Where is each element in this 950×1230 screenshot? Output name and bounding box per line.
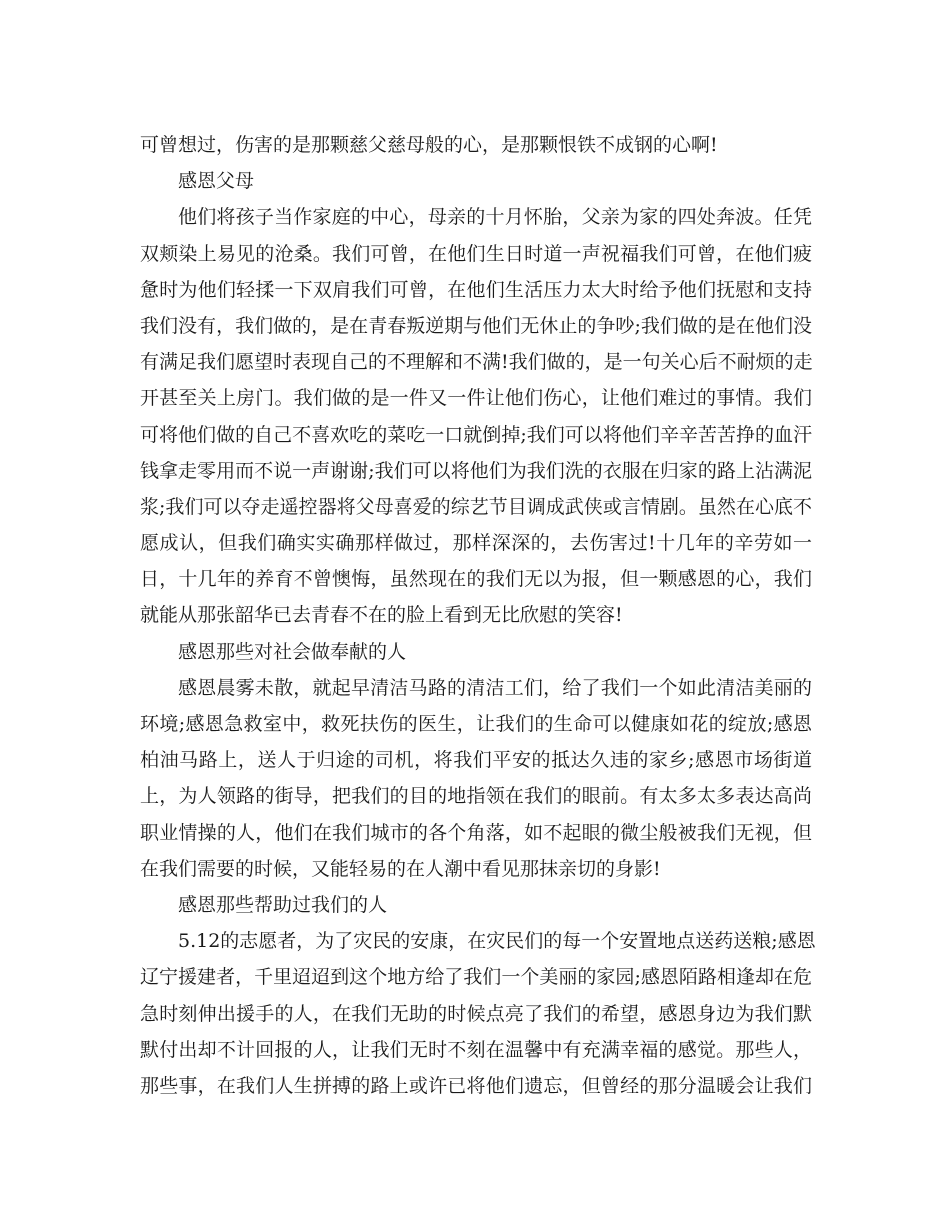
text-line: 5.12的志愿者，为了灾民的安康，在灾民们的每一个安置地点送药送粮;感恩 bbox=[178, 930, 816, 953]
section-heading: 感恩父母 bbox=[178, 170, 255, 193]
text-line: 愿成认，但我们确实实确那样做过，那样深深的，去伤害过!十几年的辛劳如一 bbox=[140, 532, 812, 555]
text-line: 惫时为他们轻揉一下双肩我们可曾，在他们生活压力太大时给予他们抚慰和支持 bbox=[140, 278, 812, 301]
text-line: 辽宁援建者，千里迢迢到这个地方给了我们一个美丽的家园;感恩陌路相逢却在危 bbox=[140, 966, 812, 989]
text-line: 日，十几年的养育不曾懊悔，虽然现在的我们无以为报，但一颗感恩的心，我们 bbox=[140, 568, 812, 591]
text-line: 默付出却不计回报的人，让我们无时不刻在温馨中有充满幸福的感觉。那些人， bbox=[140, 1038, 812, 1061]
text-line: 感恩晨雾未散，就起早清洁马路的清洁工们，给了我们一个如此清洁美丽的 bbox=[178, 676, 812, 699]
text-line: 我们没有，我们做的，是在青春叛逆期与他们无休止的争吵;我们做的是在他们没 bbox=[140, 314, 812, 337]
text-line: 上，为人领路的街导，把我们的目的地指领在我们的眼前。有太多太多表达高尚 bbox=[140, 785, 812, 808]
text-line: 环境;感恩急救室中，救死扶伤的医生，让我们的生命可以健康如花的绽放;感恩 bbox=[140, 713, 812, 735]
text-line: 急时刻伸出援手的人，在我们无助的时候点亮了我们的希望，感恩身边为我们默 bbox=[140, 1002, 812, 1025]
text-line: 职业情操的人，他们在我们城市的各个角落，如不起眼的微尘般被我们无视，但 bbox=[140, 821, 812, 844]
text-line: 可曾想过，伤害的是那颗慈父慈母般的心，是那颗恨铁不成钢的心啊! bbox=[140, 134, 718, 156]
text-line: 他们将孩子当作家庭的中心，母亲的十月怀胎，父亲为家的四处奔波。任凭 bbox=[178, 206, 812, 229]
text-line: 就能从那张韶华已去青春不在的脸上看到无比欣慰的笑容! bbox=[140, 604, 623, 627]
text-line: 有满足我们愿望时表现自己的不理解和不满!我们做的，是一句关心后不耐烦的走 bbox=[140, 351, 813, 374]
section-heading: 感恩那些对社会做奉献的人 bbox=[178, 640, 407, 663]
text-line: 那些事，在我们人生拼搏的路上或许已将他们遗忘，但曾经的那分温暖会让我们 bbox=[140, 1074, 812, 1097]
text-line: 柏油马路上，送人于归途的司机，将我们平安的抵达久违的家乡;感恩市场街道 bbox=[140, 749, 812, 772]
text-line: 在我们需要的时候，又能轻易的在人潮中看见那抹亲切的身影! bbox=[140, 857, 661, 880]
text-line: 开甚至关上房门。我们做的是一件又一件让他们伤心，让他们难过的事情。我们 bbox=[140, 387, 812, 410]
section-heading: 感恩那些帮助过我们的人 bbox=[178, 893, 388, 916]
text-line: 双颊染上易见的沧桑。我们可曾，在他们生日时道一声祝福我们可曾，在他们疲 bbox=[140, 242, 812, 265]
text-line: 可将他们做的自己不喜欢吃的菜吃一口就倒掉;我们可以将他们辛辛苦苦挣的血汗 bbox=[140, 423, 812, 446]
document-body bbox=[140, 127, 816, 1104]
text-line: 钱拿走零用而不说一声谢谢;我们可以将他们为我们洗的衣服在归家的路上沾满泥 bbox=[140, 459, 812, 482]
text-line: 浆;我们可以夺走遥控器将父母喜爱的综艺节目调成武侠或言情剧。虽然在心底不 bbox=[140, 495, 812, 518]
